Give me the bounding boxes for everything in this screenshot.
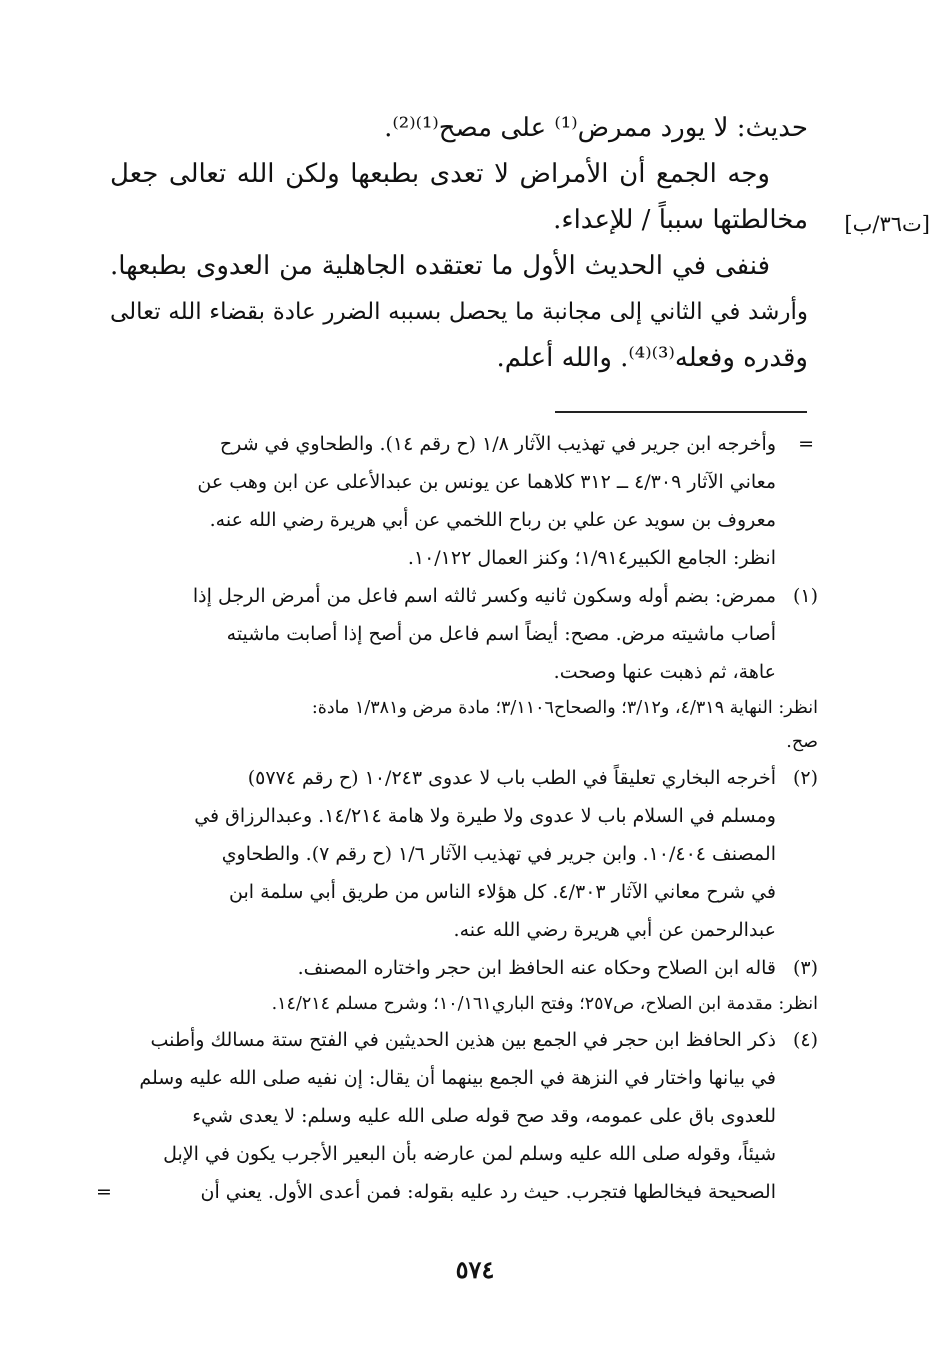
main-text-line: وقدره وفعله⁽³⁾⁽⁴⁾. والله أعلم.	[496, 343, 808, 373]
footnote-line: معاني الآثار ٤/٣٠٩ ــ ٣١٢ كلاهما عن يونس بن عبدالأعلى عن ابن وهب عن	[197, 471, 776, 493]
main-text	[110, 105, 808, 381]
main-text-line: حديث: لا يورد ممرض⁽¹⁾ على مصح⁽¹⁾⁽²⁾.	[384, 113, 808, 143]
footnote-line: عاهة، ثم ذهبت عنها وصحت.	[553, 661, 776, 683]
footnote-line: وأخرجه ابن جرير في تهذيب الآثار ١/٨ (ح رقم ١٤). والطحاوي في شرح	[219, 433, 776, 455]
footnote-line: ذكر الحافظ ابن حجر في الجمع بين هذين الحديثين في الفتح ستة مسالك وأطنب	[150, 1029, 776, 1051]
footnote-line: قاله ابن الصلاح وحكاه عنه الحافظ ابن حجر واختاره المصنف.	[297, 957, 776, 979]
margin-reference: [ت٣٦/ب]	[844, 212, 930, 236]
footnote-number: (٣)	[792, 957, 818, 979]
page-number: ٥٧٤	[455, 1255, 495, 1284]
continuation-mark: =	[96, 1181, 112, 1203]
footnote-separator	[555, 411, 807, 413]
footnote-reference-line: صح.	[786, 732, 818, 752]
footnote-line: عبدالرحمن عن أبي هريرة رضي الله عنه.	[453, 919, 776, 941]
footnotes	[96, 425, 818, 1211]
footnote-line: ممرض: بضم أوله وسكون ثانيه وكسر ثالثه اسم فاعل من أمرض الرجل إذا	[192, 585, 776, 607]
main-text-line: مخالطتها سبباً / للإعداء.	[553, 205, 808, 235]
footnote-number: (٢)	[792, 767, 818, 789]
main-text-line: وأرشد في الثاني إلى مجانبة ما يحصل بسببه الضرر عادة بقضاء الله تعالى	[110, 299, 808, 325]
footnote-line: أخرجه البخاري تعليقاً في الطب باب لا عدوى ١٠/٢٤٣ (ح رقم ٥٧٧٤)	[247, 767, 776, 789]
footnote-line: الصحيحة فيخالطها فتجرب. حيث رد عليه بقوله: فمن أعدى الأول. يعني أن	[200, 1181, 776, 1203]
footnote-number: (٤)	[792, 1029, 818, 1051]
footnote-line: في شرح معاني الآثار ٤/٣٠٣. كل هؤلاء الناس من طريق أبي سلمة ابن	[229, 881, 776, 903]
footnote-4	[96, 1021, 818, 1211]
footnote-reference-line: انظر: النهاية ٤/٣١٩، و٣/١٢؛ والصحاح٣/١١٠٦؛ مادة مرض و١/٣٨١ مادة:	[311, 698, 818, 718]
footnote-number: (١)	[792, 585, 818, 607]
footnote-3	[118, 949, 818, 1021]
footnote-line: المصنف ١٠/٤٠٤. وابن جرير في تهذيب الآثار ١/٦ (ح رقم ٧). والطحاوي	[221, 843, 776, 865]
footnote-line: للعدوى باق على عمومه، وقد صح قوله صلى الله عليه وسلم: لا يعدى شيء	[192, 1105, 776, 1127]
footnote-line: معروف بن سويد عن علي بن رباح اللخمي عن أبي هريرة رضي الله عنه.	[209, 509, 776, 531]
continuation-mark: =	[798, 433, 814, 455]
footnote-line: شيئاً، وقوله صلى الله عليه وسلم لمن عارضه بأن البعير الأجرب يكون في الإبل	[163, 1143, 776, 1165]
footnote-line: ومسلم في السلام باب لا عدوى ولا طيرة ولا هامة ١٤/٢١٤. وعبدالرزاق في	[194, 805, 776, 827]
footnote-line: أصاب ماشيته مرض. مصح: أيضاً اسم فاعل من أصح إذا أصابت ماشيته	[226, 623, 776, 645]
main-text-line: فنفى في الحديث الأول ما تعتقده الجاهلية من العدوى بطبعها.	[110, 251, 770, 281]
footnote-reference-line: انظر: مقدمة ابن الصلاح، ص٢٥٧؛ وفتح الباري١٠/١٦١؛ وشرح مسلم ١٤/٢١٤.	[271, 994, 818, 1014]
footnote-2	[118, 759, 818, 949]
main-text-line: وجه الجمع أن الأمراض لا تعدى بطبعها ولكن الله تعالى جعل	[110, 159, 770, 189]
footnote-continuation	[118, 425, 818, 577]
footnote-1	[118, 577, 818, 759]
footnote-line: في بيانها واختار في النزهة في الجمع بينهما أن يقال: إن نفيه صلى الله عليه وسلم	[139, 1067, 776, 1089]
footnote-line: انظر: الجامع الكبير١/٩١٤؛ وكنز العمال ١٠/١٢٢.	[407, 547, 776, 569]
